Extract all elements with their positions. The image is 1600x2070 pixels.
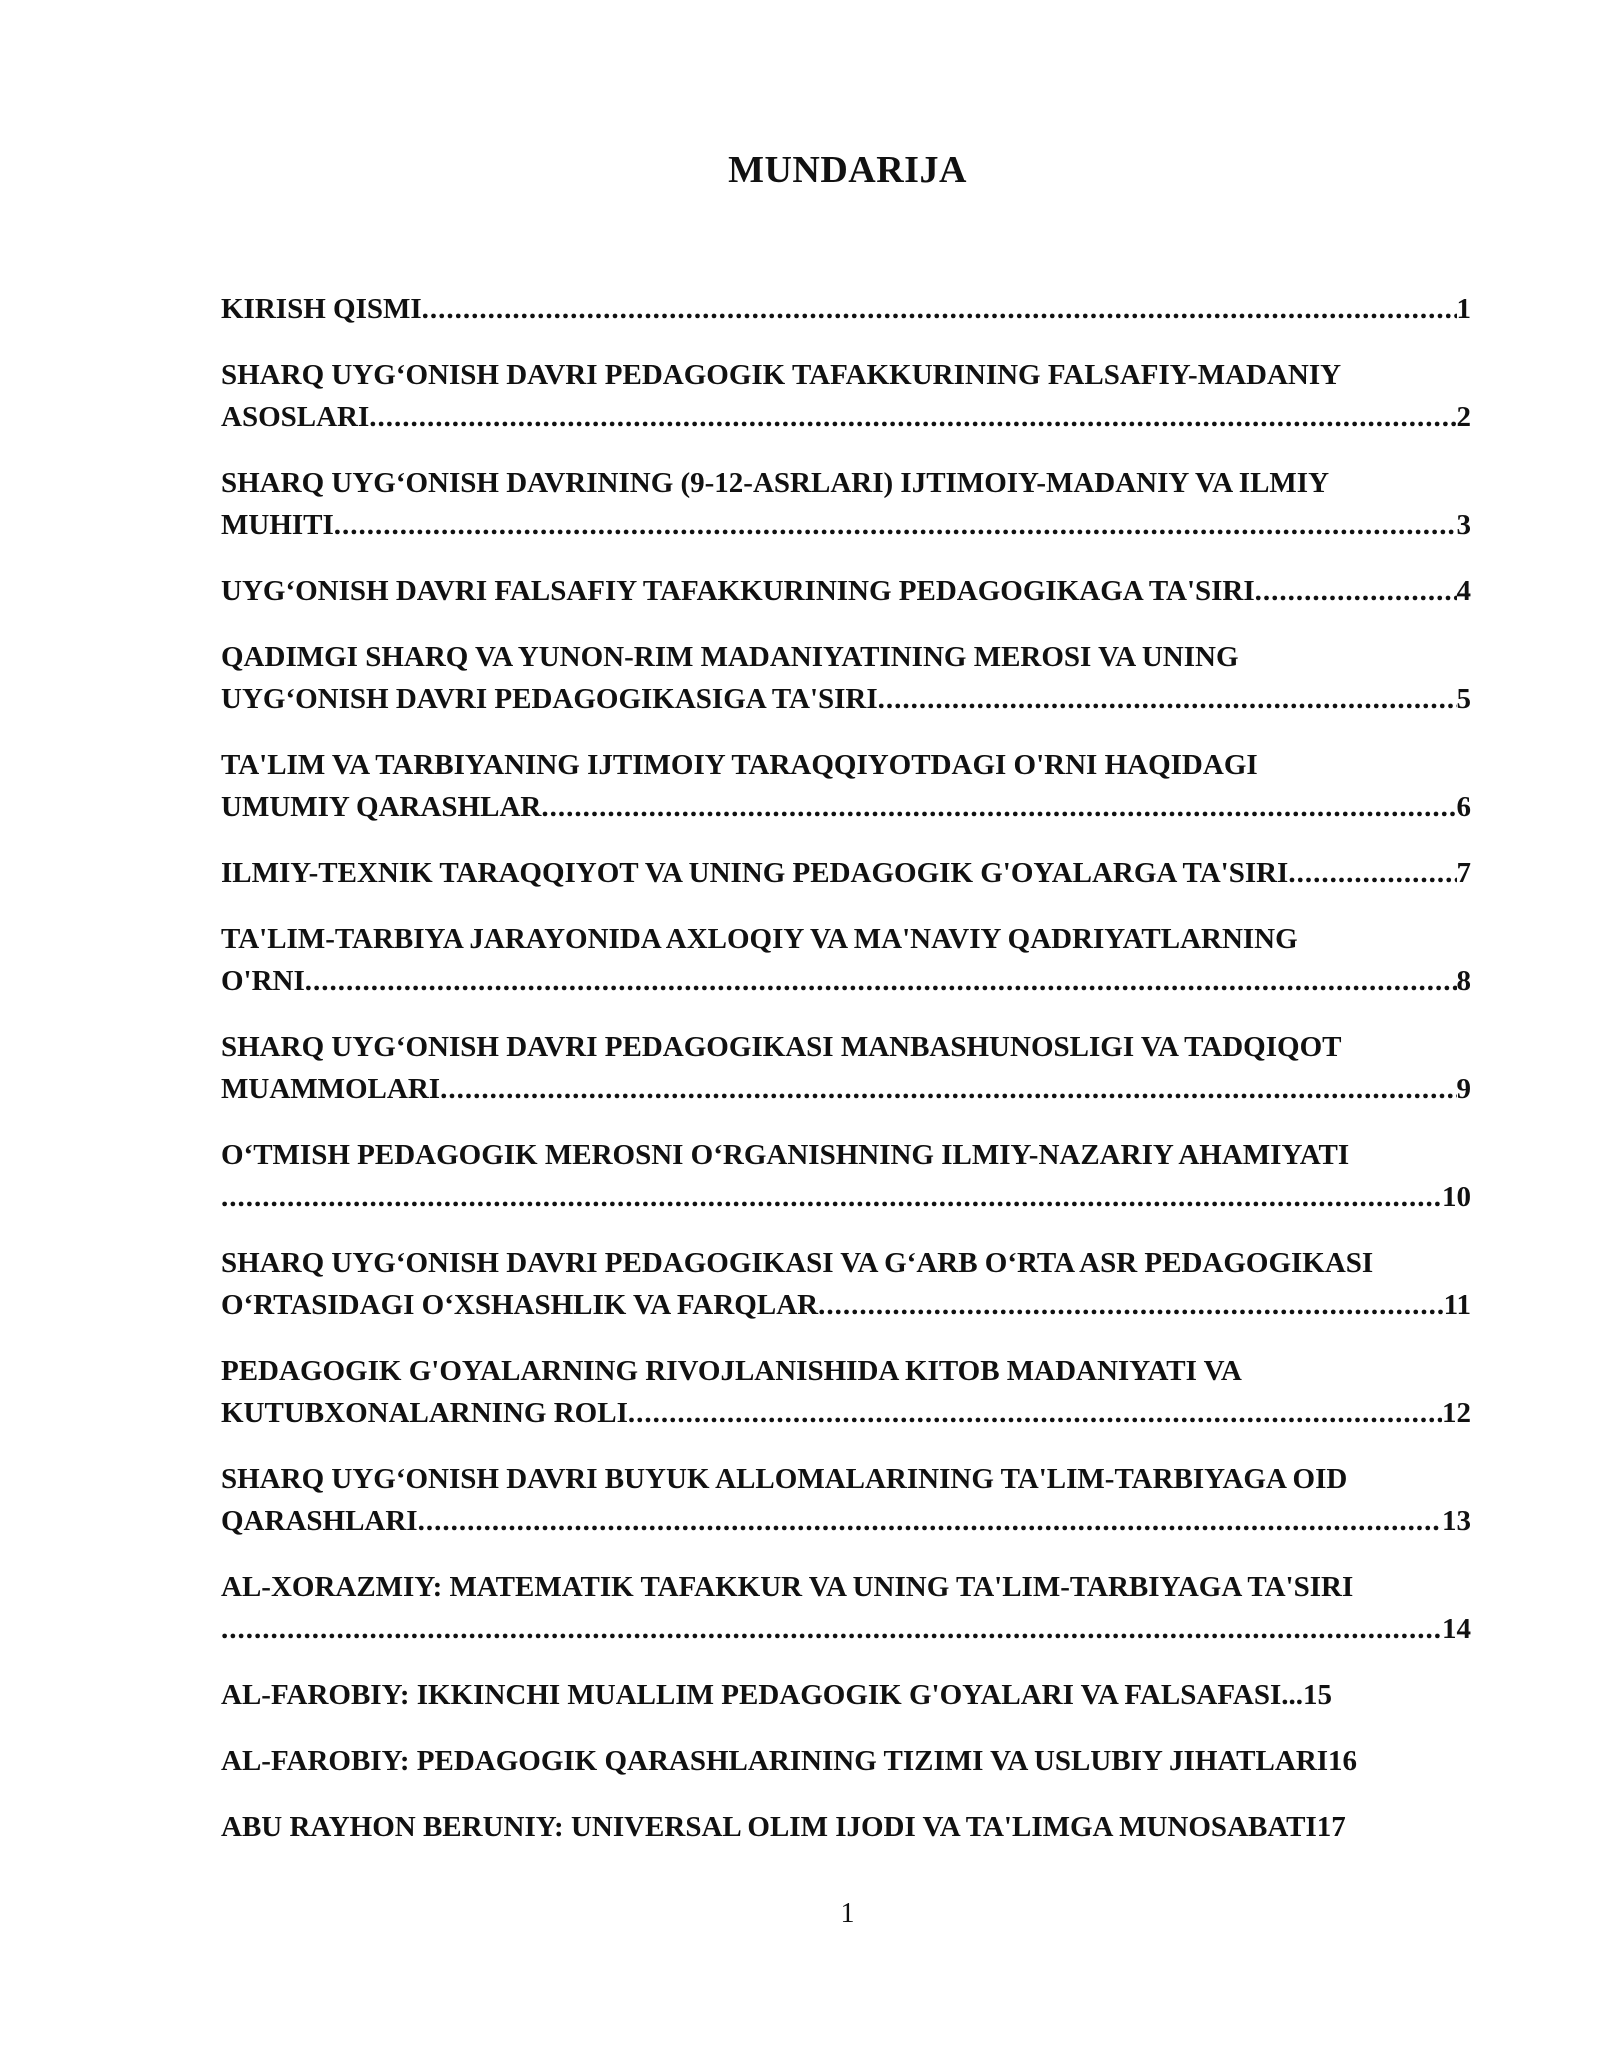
toc-entry-title-line: O‘TMISH PEDAGOGIK MEROSNI O‘RGANISHNING ILMIY-NAZARIY AHAMIYATI (221, 1139, 1350, 1171)
toc-entry-title: QARASHLARI (221, 1505, 418, 1537)
toc-page-number: 1 (1456, 293, 1471, 325)
toc-entry-title: UYG‘ONISH DAVRI FALSAFIY TAFAKKURINING PEDAGOGIKAGA TA'SIRI (221, 575, 1255, 607)
toc-entry-title-line: PEDAGOGIK G'OYALARNING RIVOJLANISHIDA KITOB MADANIYATI VA (221, 1355, 1242, 1387)
leader-dots (1288, 852, 1456, 894)
toc-entry-title-line: SHARQ UYG‘ONISH DAVRINING (9-12-ASRLARI) IJTIMOIY-MADANIY VA ILMIY (221, 467, 1330, 499)
toc-entry[interactable] (221, 1350, 1471, 1434)
toc-entry[interactable] (221, 744, 1471, 828)
toc-entry[interactable] (221, 636, 1471, 720)
toc-entry-title-line: SHARQ UYG‘ONISH DAVRI PEDAGOGIK TAFAKKURINING FALSAFIY-MADANIY (221, 359, 1342, 391)
toc-entry-title: UYG‘ONISH DAVRI PEDAGOGIKASIGA TA'SIRI (221, 683, 878, 715)
leader-dots (628, 1392, 1442, 1434)
toc-entry-title: UMUMIY QARASHLAR (221, 791, 542, 823)
leader-dots (418, 1500, 1442, 1542)
toc-entry[interactable] (221, 462, 1471, 546)
toc-entry-title-line: SHARQ UYG‘ONISH DAVRI PEDAGOGIKASI VA G‘ARB O‘RTA ASR PEDAGOGIKASI (221, 1247, 1374, 1279)
toc-page-number: 2 (1456, 401, 1471, 433)
toc-entry-title: KIRISH QISMI (221, 293, 422, 325)
toc-entry[interactable] (221, 354, 1471, 438)
toc-entry-title: O'RNI (221, 965, 305, 997)
leader-dots (369, 396, 1456, 438)
leader-dots (221, 1608, 1442, 1650)
toc-entry-title: MUHITI (221, 509, 334, 541)
toc-entry[interactable] (221, 1242, 1471, 1326)
toc-page-number: 5 (1456, 683, 1471, 715)
toc-entry-title-line: AL-XORAZMIY: MATEMATIK TAFAKKUR VA UNING TA'LIM-TARBIYAGA TA'SIRI (221, 1571, 1354, 1603)
table-of-contents (221, 288, 1471, 1872)
toc-page-number: 9 (1456, 1073, 1471, 1105)
toc-entry[interactable] (221, 1740, 1471, 1782)
toc-entry-title: ASOSLARI (221, 401, 370, 433)
toc-page-number: 13 (1442, 1505, 1471, 1537)
toc-page-number: 6 (1456, 791, 1471, 823)
leader-dots (878, 678, 1457, 720)
toc-page-number: 15 (1303, 1679, 1333, 1711)
toc-entry[interactable] (221, 1134, 1471, 1218)
toc-entry-title-line: TA'LIM VA TARBIYANING IJTIMOIY TARAQQIYOTDAGI O'RNI HAQIDAGI (221, 749, 1258, 781)
toc-entry[interactable] (221, 288, 1471, 330)
toc-page-number: 10 (1442, 1181, 1471, 1213)
toc-entry[interactable] (221, 1806, 1471, 1848)
toc-entry-title-line: TA'LIM-TARBIYA JARAYONIDA AXLOQIY VA MA'NAVIY QADRIYATLARNING (221, 923, 1298, 955)
leader-dots (221, 1176, 1442, 1218)
toc-page-number: 16 (1328, 1745, 1358, 1777)
toc-entry-title: MUAMMOLARI (221, 1073, 441, 1105)
toc-entry[interactable] (221, 1458, 1471, 1542)
toc-entry[interactable] (221, 1566, 1471, 1650)
toc-entry-title: ABU RAYHON BERUNIY: UNIVERSAL OLIM IJODI VA TA'LIMGA MUNOSABATI (221, 1811, 1317, 1843)
toc-entry-title-line: QADIMGI SHARQ VA YUNON-RIM MADANIYATINING MEROSI VA UNING (221, 641, 1239, 673)
leader-dots (818, 1284, 1444, 1326)
toc-entry-title: AL-FAROBIY: PEDAGOGIK QARASHLARINING TIZIMI VA USLUBIY JIHATLARI (221, 1745, 1329, 1777)
toc-page-number: 7 (1456, 857, 1471, 889)
leader-dots (541, 786, 1456, 828)
toc-entry[interactable] (221, 852, 1471, 894)
toc-entry-title: ILMIY-TEXNIK TARAQQIYOT VA UNING PEDAGOGIK G'OYALARGA TA'SIRI (221, 857, 1289, 889)
page-title: MUNDARIJA (728, 149, 967, 191)
toc-entry-title-line: SHARQ UYG‘ONISH DAVRI PEDAGOGIKASI MANBASHUNOSLIGI VA TADQIQOT (221, 1031, 1342, 1063)
toc-page-number: 11 (1443, 1289, 1471, 1321)
toc-page-number: 12 (1442, 1397, 1471, 1429)
toc-entry-title-line: SHARQ UYG‘ONISH DAVRI BUYUK ALLOMALARINING TA'LIM-TARBIYAGA OID (221, 1463, 1348, 1495)
toc-entry-title: AL-FAROBIY: IKKINCHI MUALLIM PEDAGOGIK G'OYALARI VA FALSAFASI... (221, 1679, 1304, 1711)
toc-entry[interactable] (221, 918, 1471, 1002)
toc-page-number: 8 (1456, 965, 1471, 997)
toc-entry[interactable] (221, 1026, 1471, 1110)
leader-dots (440, 1068, 1456, 1110)
toc-entry[interactable] (221, 570, 1471, 612)
leader-dots (1255, 570, 1457, 612)
leader-dots (334, 504, 1457, 546)
leader-dots (305, 960, 1457, 1002)
toc-page-number: 4 (1456, 575, 1471, 607)
toc-entry[interactable] (221, 1674, 1471, 1716)
toc-page-number: 17 (1316, 1811, 1346, 1843)
toc-entry-title: O‘RTASIDAGI O‘XSHASHLIK VA FARQLAR (221, 1289, 819, 1321)
toc-entry-title: KUTUBXONALARNING ROLI (221, 1397, 628, 1429)
toc-page-number: 14 (1442, 1613, 1471, 1645)
footer-page-number: 1 (840, 1898, 855, 1929)
leader-dots (422, 288, 1457, 330)
toc-page-number: 3 (1456, 509, 1471, 541)
